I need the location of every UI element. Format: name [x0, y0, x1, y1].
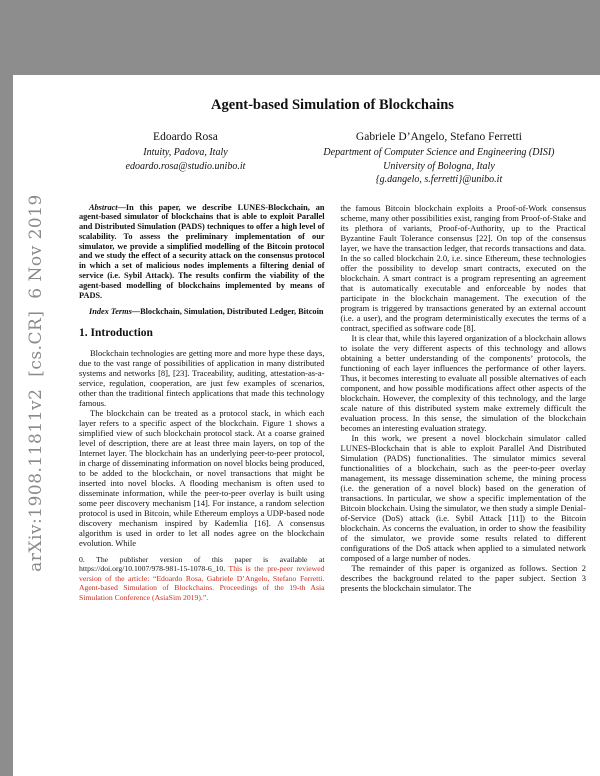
- left-column: [79, 203, 325, 602]
- intro-paragraph-1: Blockchain technologies are getting more and more hype these days, due to the vast range of possibilities of application in many distributed systems and networks [8], [23]. Traceability, auditing, attestation-as-a-service, regulation, cooperation, are just few examples of scenarios, other than the traditional fintech applications that made this technology famous.: [79, 347, 325, 408]
- abstract-text: In this paper, we describe LUNES-Blockchain, an agent-based simulator of blockchains that is able to exploit Parallel and Distributed Simulation (PADS) techniques to offer a high level of scalability. To assess the preliminary implementation of our simulator, we provide a simplified modelling of the Bitcoin protocol and we study the effect of a security attack on the consensus protocol in which a set of malicious nodes implements a filtering denial of service (i.e. Sybil Attack). The results confirm the viability of the agent-based modelling of blockchains implemented by means of PADS.: [79, 202, 325, 300]
- author-affiliation: Department of Computer Science and Engineering (DISI): [323, 147, 555, 158]
- index-terms-text: Blockchain, Simulation, Distributed Ledger, Bitcoin: [140, 307, 324, 317]
- author-email: {g.dangelo, s.ferretti}@unibo.it: [375, 174, 503, 185]
- publisher-footnote: [79, 555, 325, 602]
- footnote-doi-text: 0. The publisher version of this paper is available at https://doi.org/10.1007/978-981-15-1078-6_10.: [79, 554, 325, 574]
- author-block-left: [79, 131, 292, 187]
- abstract-label: Abstract—: [89, 202, 126, 212]
- intro-paragraph-4: It is clear that, while this layered organization of a blockchain allows to isolate the very different aspects of this technology and allows obtaining a better understanding of the components’ protocols, the functioning of each layer influences the performance of other layers. Thus, it becomes interesting to evaluate all possible alternatives of each component, and how possible modifications affect other aspects of the blockchain. However, the complexity of this technology, and the large scale nature of this distributed system make extremely difficult the evaluation process. In this sense, the simulation of the blockchain becomes an interesting evaluation strategy.: [340, 332, 586, 433]
- arxiv-watermark: arXiv:1908.11811v2 [cs.CR] 6 Nov 2019: [26, 194, 46, 572]
- intro-paragraph-5: In this work, we present a novel blockchain simulator called LUNES-Blockchain that is able to exploit Parallel And Distributed Simulation (PADS) functionalities. The simulator mimics several functionalities of a blockchain, such as the peer-to-peer overlay management, its message dissemination scheme, the mining process (i.e. the generation of a novel block) based on the generation of transactions. In particular, we show a specific implementation of the Bitcoin blockchain. Using the simulator, we then study a simple Denial-of-Service (DoS) attack (i.e. Sybil Attack [11]) to the Bitcoin blockchain. As concerns the evaluation, in order to show the feasibility of the simulator, we provide some results related to different configurations of the DoS attack when applied to a simulated network composed of a large number of nodes.: [340, 432, 586, 564]
- footnote-preprint-notice: This is the pre-peer reviewed version of the article: “Edoardo Rosa, Gabriele D’Angelo, Stefano Ferretti. Agent-based Simulation of Blockchains. Proceedings of the 19-th Asia Simulation Conference (AsiaSim 2019).”.: [79, 564, 325, 602]
- author-affiliation: University of Bologna, Italy: [383, 160, 495, 172]
- author-email: edoardo.rosa@studio.unibo.it: [125, 160, 246, 172]
- abstract-paragraph: [79, 203, 325, 301]
- author-section: [79, 131, 586, 187]
- intro-paragraph-6: The remainder of this paper is organized as follows. Section 2 describes the background related to the paper subject. Section 3 presents the blockchain simulator. The: [340, 563, 586, 594]
- intro-paragraph-3: the famous Bitcoin blockchain exploits a Proof-of-Work consensus scheme, many other possibilities exist, ranging from Proof-of-Stake and its plethora of variants, Proof-of-Authority, up to the Practical Byzantine Fault Tolerance consensus [22]. On top of the consensus layer, we have the transaction ledger, that records transactions and data. In the so called blockchain 2.0, i.e. since Ethereum, these technologies offer the possibility to develop smart contracts, executed on the blockchain. A smart contract is a program representing an agreement that is automatically executable and enforceable by nodes that participate in the blockchain management. The execution of the program is triggered by transactions generated by an external account (i.e. a user), and the program deterministically executes the terms of a contract, specified as software code [8].: [340, 202, 586, 333]
- index-terms-label: Index Terms—: [89, 307, 141, 317]
- author-block-right: [292, 131, 586, 187]
- author-name: Edoardo Rosa: [153, 131, 218, 143]
- paper-page: [13, 75, 600, 776]
- author-name: Gabriele D’Angelo, Stefano Ferretti: [355, 131, 522, 143]
- section-heading-introduction: 1. Introduction: [79, 327, 153, 340]
- intro-paragraph-2: The blockchain can be treated as a protocol stack, in which each layer refers to a specific aspect of the blockchain. Figure 1 shows a simplified view of such blockchain protocol stack. At a coarse grained level of description, there are at least three main layers, on top of the Internet layer. The blockchain has an underlying peer-to-peer protocol, in charge of disseminating information on novel blocks being produced, to be added to the blockchain, or novel transactions that might be inserted into novel blocks. A flooding mechanism is often used to disseminate information, while the peer-to-peer overlay is built using some peer discovery mechanism [14]. For instance, a random selection protocol is used in Bitcoin, while Ethereum employs a UDP-based node discovery mechanism inspired by Kademlia [16]. A consensus algorithm is used in order to let all nodes agree on the blockchain evolution. While: [79, 407, 325, 548]
- paper-title: Agent-based Simulation of Blockchains: [211, 97, 454, 113]
- author-affiliation: Intuity, Padova, Italy: [143, 147, 228, 158]
- index-terms: [79, 307, 325, 317]
- right-column: [341, 203, 587, 602]
- two-column-body: [79, 203, 586, 602]
